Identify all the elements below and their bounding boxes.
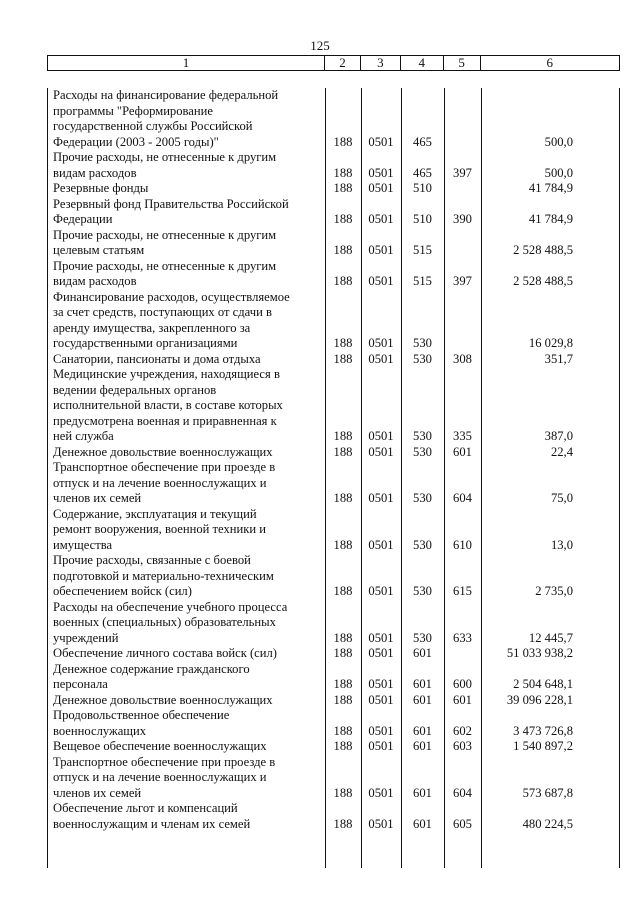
cell-col-2: 188 <box>333 584 353 598</box>
table-row <box>47 259 620 290</box>
cell-col-2: 188 <box>333 429 353 443</box>
cell-amount: 351,7 <box>544 351 573 366</box>
cell-amount: 2 528 488,5 <box>513 243 573 257</box>
row-label: Прочие расходы, не отнесенные к другим видам расходов <box>53 258 277 288</box>
cell-col-4: 515 <box>413 274 432 288</box>
cell-col-5: 604 <box>453 785 472 800</box>
cell-col-5: 602 <box>453 723 472 738</box>
row-label: Транспортное обеспечение при проезде в отпуск и на лечение военнослужащих и членов их семей <box>53 754 276 800</box>
table-body <box>47 88 620 832</box>
row-label: Обеспечение личного состава войск (сил) <box>53 646 277 660</box>
table-row <box>47 197 620 228</box>
cell-col-2: 188 <box>333 165 353 180</box>
table-row <box>47 445 620 461</box>
cell-amount: 573 687,8 <box>522 785 573 800</box>
cell-col-4: 601 <box>413 785 432 800</box>
cell-amount: 41 784,9 <box>528 212 573 226</box>
row-label: Расходы на финансирование федеральной программы "Реформирование государственной службы Российской Федерации (2003 - 2005 годы)" <box>53 88 279 149</box>
cell-col-2: 188 <box>333 723 353 738</box>
cell-col-3: 0501 <box>368 134 394 149</box>
row-label: Обеспечение льгот и компенсаций военнослужащим и членам их семей <box>53 801 251 831</box>
cell-col-3: 0501 <box>368 723 394 738</box>
cell-col-4: 530 <box>413 537 432 552</box>
table-row <box>47 352 620 368</box>
row-label: Прочие расходы, связанные с боевой подготовкой и материально-техническим обеспечением войск (сил) <box>53 553 274 598</box>
cell-col-4: 601 <box>413 692 432 707</box>
cell-col-4: 465 <box>413 134 432 149</box>
table-row <box>47 662 620 693</box>
cell-amount: 500,0 <box>544 165 573 180</box>
cell-col-3: 0501 <box>368 816 394 831</box>
row-label: Прочие расходы, не отнесенные к другим видам расходов <box>53 150 277 180</box>
cell-amount: 1 540 897,2 <box>513 739 573 753</box>
cell-amount: 387,0 <box>544 429 573 443</box>
cell-amount: 39 096 228,1 <box>506 692 573 707</box>
cell-col-3: 0501 <box>368 429 394 443</box>
header-col-6: 6 <box>546 55 553 70</box>
cell-col-3: 0501 <box>368 584 394 598</box>
table-row <box>47 708 620 739</box>
cell-col-4: 530 <box>413 491 432 505</box>
cell-col-2: 188 <box>333 351 353 366</box>
cell-col-5: 335 <box>453 429 472 443</box>
cell-col-3: 0501 <box>368 274 394 288</box>
cell-col-5: 601 <box>453 692 472 707</box>
cell-col-4: 530 <box>413 584 432 598</box>
cell-col-3: 0501 <box>368 336 394 350</box>
cell-col-3: 0501 <box>368 785 394 800</box>
row-label: Вещевое обеспечение военнослужащих <box>53 739 267 753</box>
cell-col-2: 188 <box>333 677 353 691</box>
table-row <box>47 755 620 802</box>
cell-amount: 51 033 938,2 <box>506 646 573 660</box>
header-col-3: 3 <box>361 56 401 70</box>
cell-col-5: 604 <box>453 491 472 505</box>
cell-col-5: 610 <box>453 537 472 552</box>
cell-amount: 16 029,8 <box>528 336 573 350</box>
cell-col-3: 0501 <box>368 444 394 459</box>
row-label: Расходы на обеспечение учебного процесса военных (специальных) образовательных учреждений <box>53 599 288 645</box>
cell-col-4: 601 <box>413 739 432 753</box>
header-col-4: 4 <box>401 56 444 70</box>
cell-col-3: 0501 <box>368 243 394 257</box>
cell-amount: 500,0 <box>544 134 573 149</box>
row-label: Резервный фонд Правительства Российской Федерации <box>53 196 289 226</box>
cell-col-2: 188 <box>333 816 353 831</box>
cell-col-3: 0501 <box>368 351 394 366</box>
cell-col-2: 188 <box>333 444 353 459</box>
table-row <box>47 228 620 259</box>
cell-col-5: 397 <box>453 274 472 288</box>
cell-col-3: 0501 <box>368 181 394 195</box>
page-number: 125 <box>310 38 330 53</box>
table-row <box>47 88 620 150</box>
cell-amount: 12 445,7 <box>528 630 573 645</box>
cell-col-4: 601 <box>413 646 432 660</box>
cell-col-3: 0501 <box>368 165 394 180</box>
cell-col-3: 0501 <box>368 646 394 660</box>
cell-col-4: 515 <box>413 243 432 257</box>
table-row <box>47 150 620 181</box>
cell-col-2: 188 <box>333 212 353 226</box>
cell-col-2: 188 <box>333 181 353 195</box>
cell-col-4: 510 <box>413 181 432 195</box>
cell-col-2: 188 <box>333 336 353 350</box>
cell-col-4: 530 <box>413 336 432 350</box>
cell-col-5: 633 <box>453 630 472 645</box>
cell-amount: 75,0 <box>550 491 573 505</box>
cell-col-5: 605 <box>453 816 472 831</box>
cell-col-2: 188 <box>333 646 353 660</box>
cell-col-5: 615 <box>453 584 472 598</box>
cell-col-5: 308 <box>453 351 472 366</box>
cell-col-2: 188 <box>333 274 353 288</box>
cell-col-4: 510 <box>413 212 432 226</box>
cell-col-3: 0501 <box>368 692 394 707</box>
table-row <box>47 739 620 755</box>
cell-col-4: 530 <box>413 630 432 645</box>
header-col-2: 2 <box>325 56 361 70</box>
cell-col-3: 0501 <box>368 630 394 645</box>
row-label: Денежное содержание гражданского персонала <box>53 661 250 691</box>
table-row <box>47 290 620 352</box>
table-row <box>47 600 620 647</box>
cell-col-2: 188 <box>333 134 353 149</box>
cell-col-3: 0501 <box>368 677 394 691</box>
table-row <box>47 801 620 832</box>
cell-col-4: 530 <box>413 444 432 459</box>
cell-col-2: 188 <box>333 785 353 800</box>
row-label: Продовольственное обеспечение военнослужащих <box>53 708 230 738</box>
cell-col-3: 0501 <box>368 739 394 753</box>
cell-amount: 13,0 <box>550 537 573 552</box>
row-label: Санатории, пансионаты и дома отдыха <box>53 351 261 366</box>
cell-amount: 2 504 648,1 <box>513 677 573 691</box>
cell-col-2: 188 <box>333 739 353 753</box>
cell-col-3: 0501 <box>368 212 394 226</box>
cell-col-2: 188 <box>333 537 353 552</box>
row-label: Резервные фонды <box>53 181 149 195</box>
cell-col-5: 601 <box>453 444 472 459</box>
row-label: Денежное довольствие военнослужащих <box>53 444 273 459</box>
cell-col-5: 397 <box>453 165 472 180</box>
table-header-row <box>47 55 620 71</box>
cell-amount: 22,4 <box>550 444 573 459</box>
table-row <box>47 460 620 507</box>
cell-col-4: 465 <box>413 165 432 180</box>
row-label: Медицинские учреждения, находящиеся в ведении федеральных органов исполнительной власти, в составе которых предусмотрена военная и приравненная к ней служба <box>53 367 283 443</box>
cell-col-5: 603 <box>453 739 472 753</box>
table-row <box>47 646 620 662</box>
cell-amount: 480 224,5 <box>522 816 573 831</box>
row-label: Денежное довольствие военнослужащих <box>53 692 273 707</box>
cell-amount: 2 735,0 <box>535 584 573 598</box>
cell-col-3: 0501 <box>368 491 394 505</box>
cell-col-2: 188 <box>333 692 353 707</box>
header-col-5: 5 <box>444 56 481 70</box>
cell-col-4: 601 <box>413 677 432 691</box>
table-row <box>47 507 620 554</box>
cell-col-3: 0501 <box>368 537 394 552</box>
table-row <box>47 367 620 445</box>
cell-col-5: 600 <box>453 677 472 691</box>
row-label: Содержание, эксплуатация и текущий ремонт вооружения, военной техники и имущества <box>53 506 266 552</box>
cell-col-4: 601 <box>413 723 432 738</box>
table-row <box>47 181 620 197</box>
cell-col-4: 530 <box>413 351 432 366</box>
cell-col-5: 390 <box>453 212 472 226</box>
cell-amount: 41 784,9 <box>528 181 573 195</box>
table-row <box>47 553 620 600</box>
cell-amount: 3 473 726,8 <box>513 723 573 738</box>
cell-col-2: 188 <box>333 243 353 257</box>
cell-col-2: 188 <box>333 630 353 645</box>
row-label: Прочие расходы, не отнесенные к другим целевым статьям <box>53 227 277 257</box>
table-row <box>47 693 620 709</box>
header-col-1: 1 <box>48 56 325 70</box>
cell-col-4: 601 <box>413 816 432 831</box>
cell-col-2: 188 <box>333 491 353 505</box>
cell-amount: 2 528 488,5 <box>513 274 573 288</box>
row-label: Транспортное обеспечение при проезде в отпуск и на лечение военнослужащих и членов их семей <box>53 460 276 505</box>
row-label: Финансирование расходов, осуществляемое за счет средств, поступающих от сдачи в аренду имущества, закрепленного за государственными организациями <box>53 289 290 350</box>
cell-col-4: 530 <box>413 429 432 443</box>
